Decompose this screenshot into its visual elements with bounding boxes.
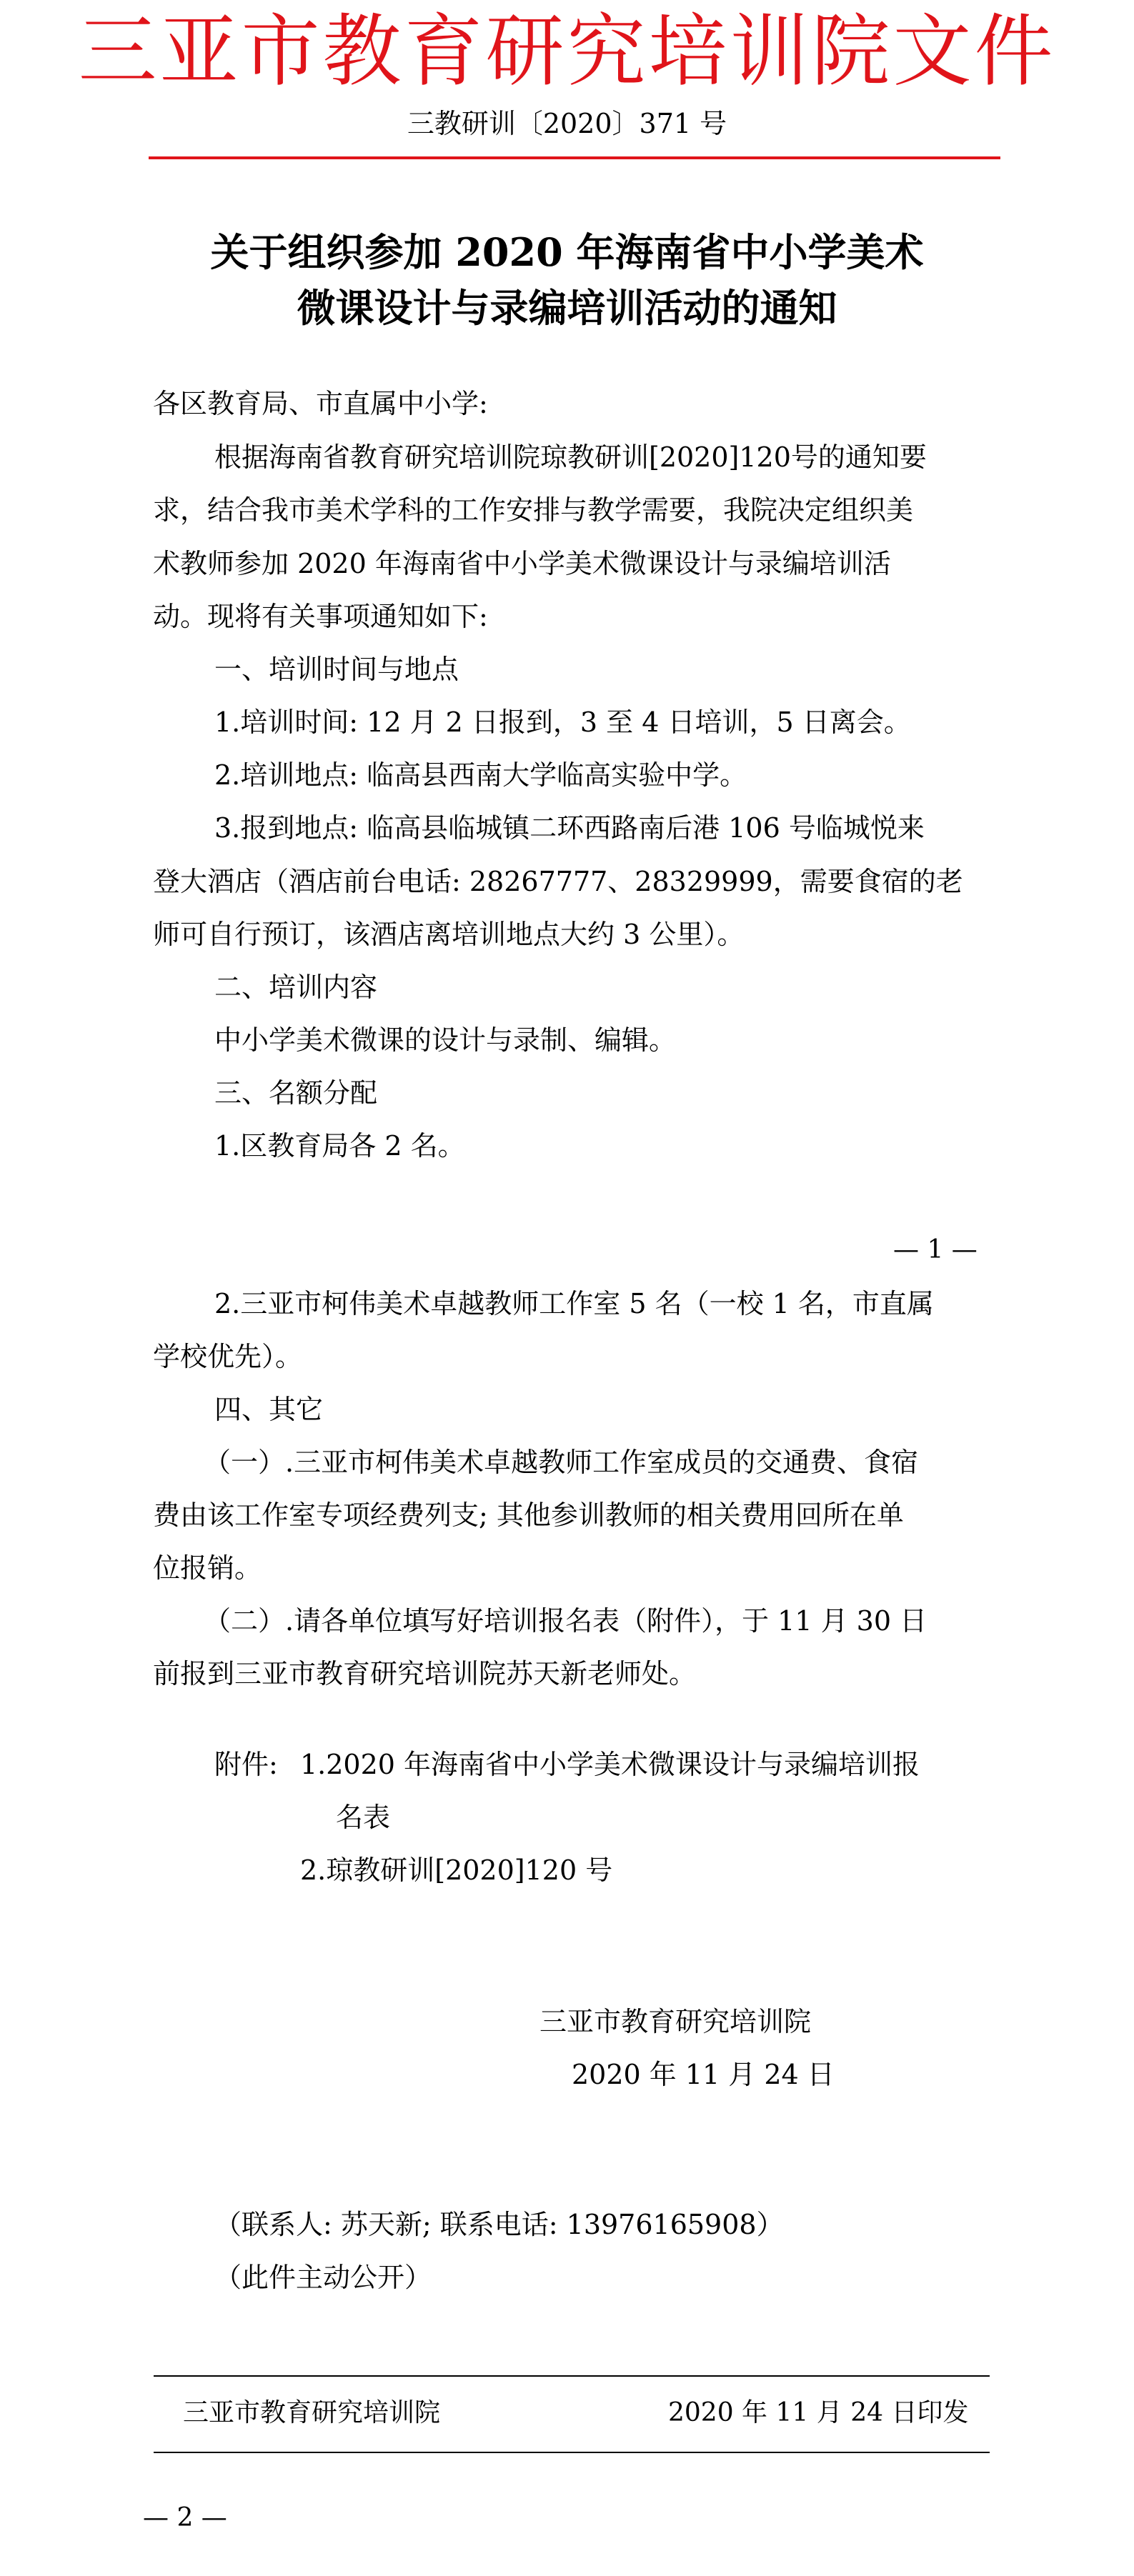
footer-date: 2020 年 11 月 24 日印发 [668,2398,969,2427]
footer-bottom-rule [154,2452,990,2453]
page-number: — 2 — [143,2503,227,2532]
intro-line: 根据海南省教育研究培训院琼教研训[2020]120号的通知要 [214,441,927,473]
section-item: 2.培训地点: 临高县西南大学临高实验中学。 [214,759,747,791]
intro-line: 动。现将有关事项通知如下: [153,601,488,632]
section-item: 登大酒店（酒店前台电话: 28267777、28329999，需要食宿的老 [153,866,963,897]
page-number: — 1 — [893,1235,978,1264]
section-item: 3.报到地点: 临高县临城镇二环西路南后港 106 号临城悦来 [214,812,925,844]
footer-top-rule [154,2375,990,2377]
section-item: 费由该工作室专项经费列支; 其他参训教师的相关费用回所在单 [153,1499,904,1531]
notice-title-line-2: 微课设计与录编培训活动的通知 [297,285,837,331]
letterhead-red-rule [149,156,1000,159]
section-item: 前报到三亚市教育研究培训院苏天新老师处。 [153,1658,697,1689]
public-note: （此件主动公开） [214,2262,432,2293]
section-item: （二）.请各单位填写好培训报名表（附件），于 11 月 30 日 [204,1605,927,1637]
signature-org: 三亚市教育研究培训院 [539,2006,812,2037]
intro-line: 术教师参加 2020 年海南省中小学美术微课设计与录编培训活 [153,548,891,579]
salutation: 各区教育局、市直属中小学: [153,388,488,419]
section-item: 学校优先）。 [153,1341,303,1372]
attachment-item: 名表 [336,1802,391,1833]
section-heading: 四、其它 [214,1394,324,1425]
attachment-item: 2.琼教研训[2020]120 号 [300,1854,613,1886]
contact-line: （联系人: 苏天新; 联系电话: 13976165908） [214,2209,784,2240]
attachment-item: 1.2020 年海南省中小学美术微课设计与录编培训报 [300,1749,920,1780]
intro-line: 求，结合我市美术学科的工作安排与教学需要，我院决定组织美 [153,494,914,526]
section-heading: 三、名额分配 [214,1077,378,1109]
section-heading: 一、培训时间与地点 [214,654,459,685]
section-item: 2.三亚市柯伟美术卓越教师工作室 5 名（一校 1 名，市直属 [214,1288,934,1319]
section-text: 中小学美术微课的设计与录制、编辑。 [214,1024,677,1056]
footer-org: 三亚市教育研究培训院 [183,2398,441,2427]
section-item: 师可自行预订，该酒店离培训地点大约 3 公里）。 [153,919,745,950]
document-number: 三教研训〔2020〕371 号 [407,108,727,139]
section-item: 1.区教育局各 2 名。 [214,1130,465,1162]
letterhead-title: 三亚市教育研究培训院文件 [78,6,1056,97]
section-heading: 二、培训内容 [214,972,378,1003]
section-item: 位报销。 [153,1552,262,1584]
notice-title-line-1: 关于组织参加 2020 年海南省中小学美术 [210,229,924,275]
attachments-label: 附件: [214,1749,278,1780]
signature-date: 2020 年 11 月 24 日 [572,2059,835,2090]
section-item: 1.培训时间: 12 月 2 日报到，3 至 4 日培训，5 日离会。 [214,707,911,738]
section-item: （一）.三亚市柯伟美术卓越教师工作室成员的交通费、食宿 [204,1447,919,1478]
